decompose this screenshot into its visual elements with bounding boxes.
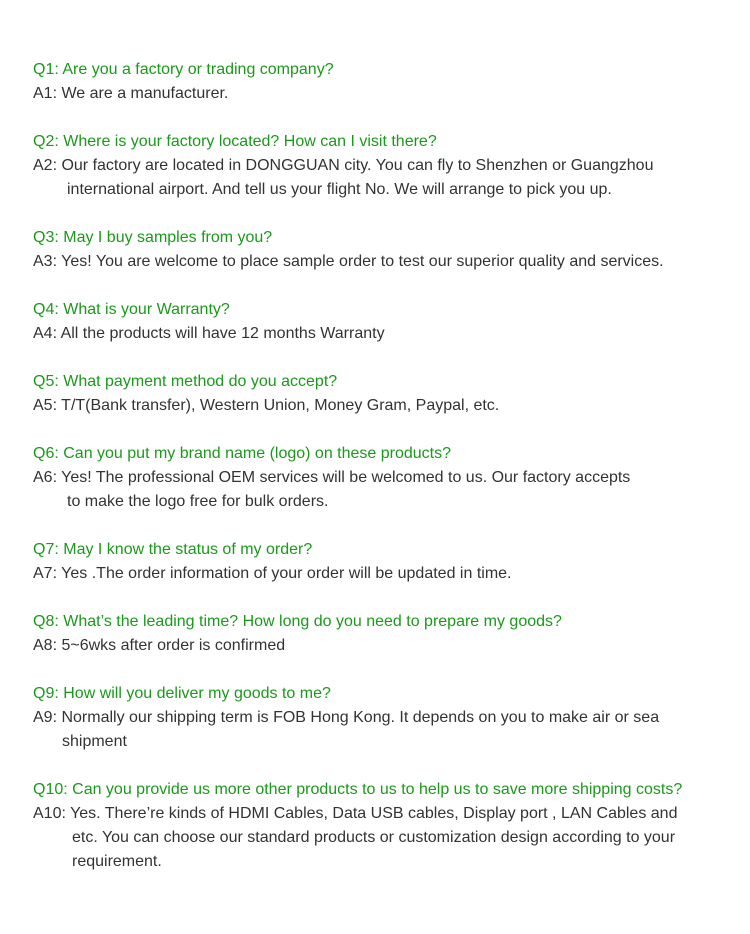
faq-answer xyxy=(33,562,743,586)
faq-answer-continuation: shipment xyxy=(62,733,127,750)
faq-question: Q7: May I know the status of my order? xyxy=(33,541,313,558)
faq-answer-continuation: requirement. xyxy=(72,853,162,870)
faq-answer xyxy=(33,82,743,106)
faq-answer xyxy=(33,706,743,754)
faq-answer-line: A10: Yes. There’re kinds of HDMI Cables, Data USB cables, Display port , LAN Cables and xyxy=(33,805,678,822)
faq-question: Q1: Are you a factory or trading company? xyxy=(33,61,334,78)
faq-answer-continuation: international airport. And tell us your flight No. We will arrange to pick you up. xyxy=(67,181,612,198)
faq-list xyxy=(33,58,743,898)
faq-answer xyxy=(33,322,743,346)
faq-item xyxy=(33,538,743,586)
faq-item xyxy=(33,130,743,202)
faq-answer-line: A6: Yes! The professional OEM services will be welcomed to us. Our factory accepts xyxy=(33,469,631,486)
faq-answer xyxy=(33,394,743,418)
faq-answer xyxy=(33,250,743,274)
faq-question: Q8: What’s the leading time? How long do you need to prepare my goods? xyxy=(33,613,562,630)
faq-answer xyxy=(33,802,743,874)
faq-answer xyxy=(33,634,743,658)
faq-item xyxy=(33,442,743,514)
faq-question: Q4: What is your Warranty? xyxy=(33,301,230,318)
faq-answer-line: A8: 5~6wks after order is confirmed xyxy=(33,637,286,654)
faq-answer-continuation: to make the logo free for bulk orders. xyxy=(67,493,329,510)
faq-item xyxy=(33,610,743,658)
faq-answer-line: A4: All the products will have 12 months Warranty xyxy=(33,325,385,342)
faq-question: Q5: What payment method do you accept? xyxy=(33,373,338,390)
faq-item xyxy=(33,778,743,874)
faq-answer-continuation: etc. You can choose our standard products or customization design according to your xyxy=(72,829,676,846)
faq-question: Q9: How will you deliver my goods to me? xyxy=(33,685,331,702)
faq-answer-line: A3: Yes! You are welcome to place sample order to test our superior quality and services. xyxy=(33,253,664,270)
faq-item xyxy=(33,226,743,274)
faq-answer-line: A2: Our factory are located in DONGGUAN city. You can fly to Shenzhen or Guangzhou xyxy=(33,157,654,174)
faq-answer-line: A9: Normally our shipping term is FOB Hong Kong. It depends on you to make air or sea xyxy=(33,709,660,726)
faq-answer xyxy=(33,466,743,514)
faq-item xyxy=(33,58,743,106)
faq-item xyxy=(33,298,743,346)
faq-question: Q3: May I buy samples from you? xyxy=(33,229,273,246)
faq-question: Q6: Can you put my brand name (logo) on these products? xyxy=(33,445,452,462)
faq-answer-line: A1: We are a manufacturer. xyxy=(33,85,229,102)
faq-answer-line: A7: Yes .The order information of your order will be updated in time. xyxy=(33,565,512,582)
faq-item xyxy=(33,370,743,418)
faq-answer xyxy=(33,154,743,202)
faq-question: Q2: Where is your factory located? How can I visit there? xyxy=(33,133,437,150)
faq-item xyxy=(33,682,743,754)
faq-answer-line: A5: T/T(Bank transfer), Western Union, Money Gram, Paypal, etc. xyxy=(33,397,500,414)
faq-question: Q10: Can you provide us more other products to us to help us to save more shipping costs? xyxy=(33,781,683,798)
